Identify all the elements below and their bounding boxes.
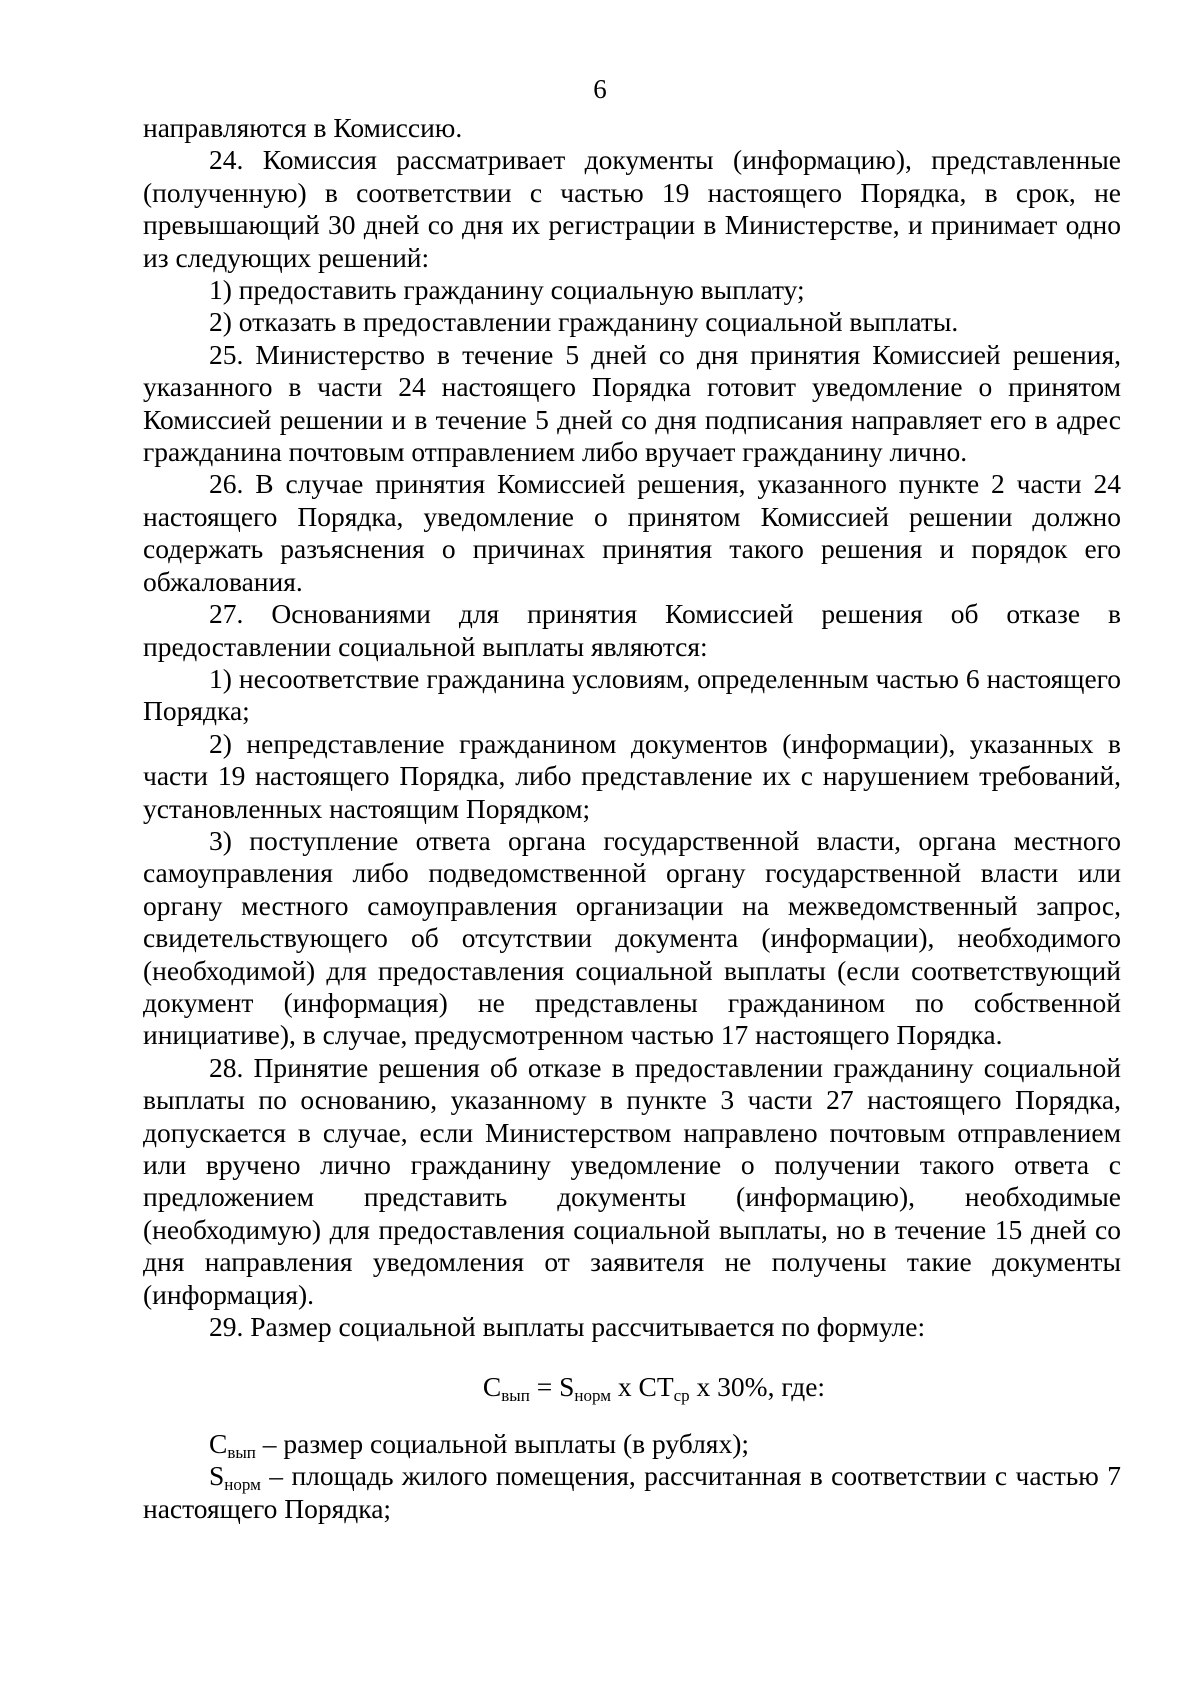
paragraph-27-item-2: 2) непредставление гражданином документов (информации), указанных в части 19 настоящего Порядка, либо представление их с нарушением требований, установленных настоящим Порядком; — [143, 727, 1121, 824]
payment-formula — [143, 1371, 1121, 1406]
formula-eq: = — [529, 1371, 560, 1403]
paragraph-24-item-2: 2) отказать в предоставлении гражданину социальной выплаты. — [209, 306, 959, 338]
formula-c-sub: вып — [501, 1386, 530, 1406]
paragraph-27-item-3: 3) поступление ответа органа государственной власти, органа местного самоуправления либо подведомственной органу государственной власти или органу местного самоуправления организации на межведомственный запрос, свидетельствующего об отсутствии документа (информации), необходимого (необходимой) для предоставления социальной выплаты (если соответствующий документ (информация) не представлены гражданином по собственной инициативе), в случае, предусмотренном частью 17 настоящего Порядка. — [143, 824, 1121, 1051]
definition-symbol-sub: вып — [227, 1442, 256, 1462]
definition-text: – площадь жилого помещения, рассчитанная в соответствии с частью 7 настоящего Порядка; — [143, 1460, 1121, 1524]
paragraph-28: 28. Принятие решения об отказе в предоставлении гражданину социальной выплаты по основанию, указанному в пункте 3 части 27 настоящего Порядка, допускается в случае, если Министерством направлено почтовым отправлением или вручено лично гражданину уведомление о получении такого ответа с предложением представить документы (информацию), необходимые (необходимую) для предоставления социальной выплаты, но в течение 15 дней со дня направления уведомления от заявителя не получены такие документы (информация). — [143, 1051, 1121, 1310]
paragraph-27-item-1: 1) несоответствие гражданина условиям, определенным частью 6 настоящего Порядка; — [143, 662, 1121, 727]
paragraph-27: 27. Основаниями для принятия Комиссией решения об отказе в предоставлении социальной выплаты являются: — [143, 598, 1121, 662]
paragraph-29: 29. Размер социальной выплаты рассчитывается по формуле: — [209, 1311, 926, 1343]
definition-text: – размер социальной выплаты (в рублях); — [255, 1427, 749, 1459]
definition-symbol: S — [209, 1460, 225, 1492]
formula-ct-sub: ср — [673, 1386, 690, 1406]
formula-rest: х 30%, где: — [689, 1371, 826, 1403]
page-number: 6 — [593, 74, 607, 104]
paragraph-25: 25. Министерство в течение 5 дней со дня принятия Комиссией решения, указанного в части 24 настоящего Порядка готовит уведомление о принятом Комиссией решении и в течение 5 дней со дня подписания направляет его в адрес гражданина почтовым отправлением либо вручает гражданину лично. — [143, 338, 1121, 468]
paragraph-24: 24. Комиссия рассматривает документы (информацию), представленные (полученную) в соответствии с частью 19 настоящего Порядка, в срок, не превышающий 30 дней со дня их регистрации в Министерстве, и принимает одно из следующих решений: — [143, 144, 1121, 273]
formula-s: S — [559, 1371, 575, 1403]
document-body — [143, 112, 1121, 1525]
formula-s-sub: норм — [574, 1386, 611, 1406]
definition-symbol-sub: норм — [224, 1475, 261, 1495]
formula-times: х — [610, 1371, 639, 1403]
definition-s-norm — [143, 1460, 1121, 1525]
definition-symbol: С — [209, 1427, 228, 1459]
paragraph: направляются в Комиссию. — [143, 112, 463, 143]
definition-c-vyp — [143, 1428, 1121, 1460]
formula-c: С — [482, 1371, 502, 1403]
paragraph-26: 26. В случае принятия Комиссией решения, указанного пункте 2 части 24 настоящего Порядка, уведомление о принятом Комиссией решении должно содержать разъяснения о причинах принятия такого решения и порядок его обжалования. — [143, 468, 1121, 597]
formula-ct: СТ — [638, 1371, 674, 1403]
paragraph-24-item-1: 1) предоставить гражданину социальную выплату; — [209, 274, 805, 306]
